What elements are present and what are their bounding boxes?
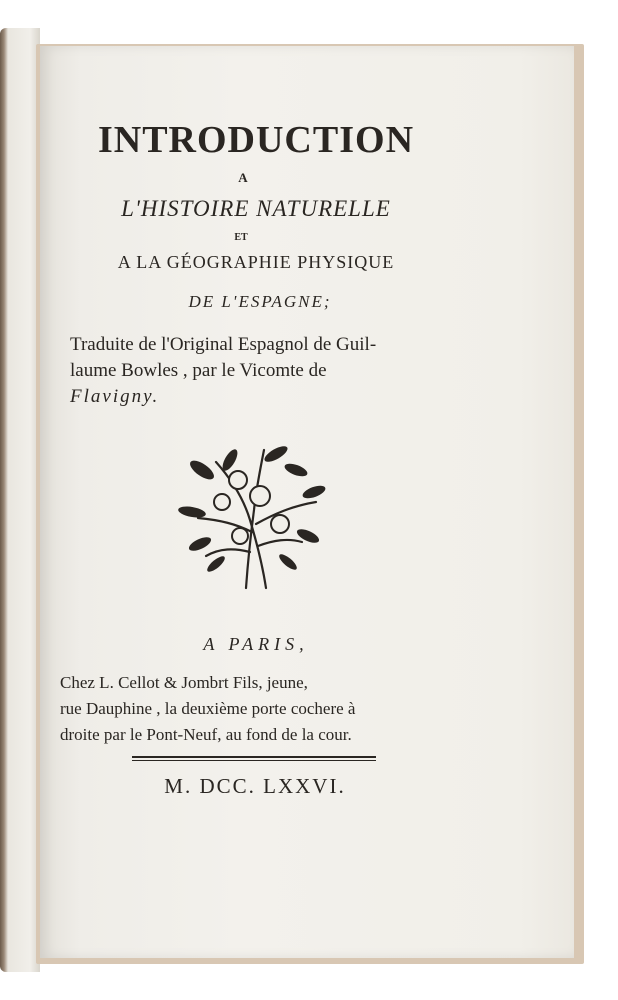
- place-of-publication: A PARIS,: [203, 634, 309, 654]
- divider-rule-thin: [132, 760, 376, 761]
- botanical-sprig-icon: [176, 440, 328, 590]
- book-spine-edge: [0, 28, 40, 972]
- imprint-line-2: rue Dauphine , la deuxième porte cochere à: [60, 699, 356, 718]
- connector-a: A: [238, 170, 248, 185]
- subtitle-histoire: L'HISTOIRE NATURELLE: [121, 196, 391, 221]
- translation-note: [70, 332, 442, 410]
- connector-et: ET: [234, 232, 248, 243]
- translation-line-1: Traduite de l'Original Espagnol de Guil-: [70, 334, 377, 355]
- translation-line-3: Flavigny.: [70, 386, 160, 407]
- subtitle-geographie: A LA GÉOGRAPHIE PHYSIQUE: [117, 252, 395, 272]
- imprint-line-1: Chez L. Cellot & Jombrt Fils, jeune,: [60, 673, 308, 692]
- imprint-line-3: droite par le Pont-Neuf, au fond de la cour.: [60, 725, 352, 744]
- subtitle-espagne: DE L'ESPAGNE;: [188, 292, 332, 311]
- translation-line-2: laume Bowles , par le Vicomte de: [70, 360, 327, 381]
- divider-rule: [132, 756, 376, 758]
- publication-date: M. DCC. LXXVI.: [164, 774, 346, 798]
- book-title: INTRODUCTION: [97, 119, 415, 161]
- imprint: [60, 670, 440, 748]
